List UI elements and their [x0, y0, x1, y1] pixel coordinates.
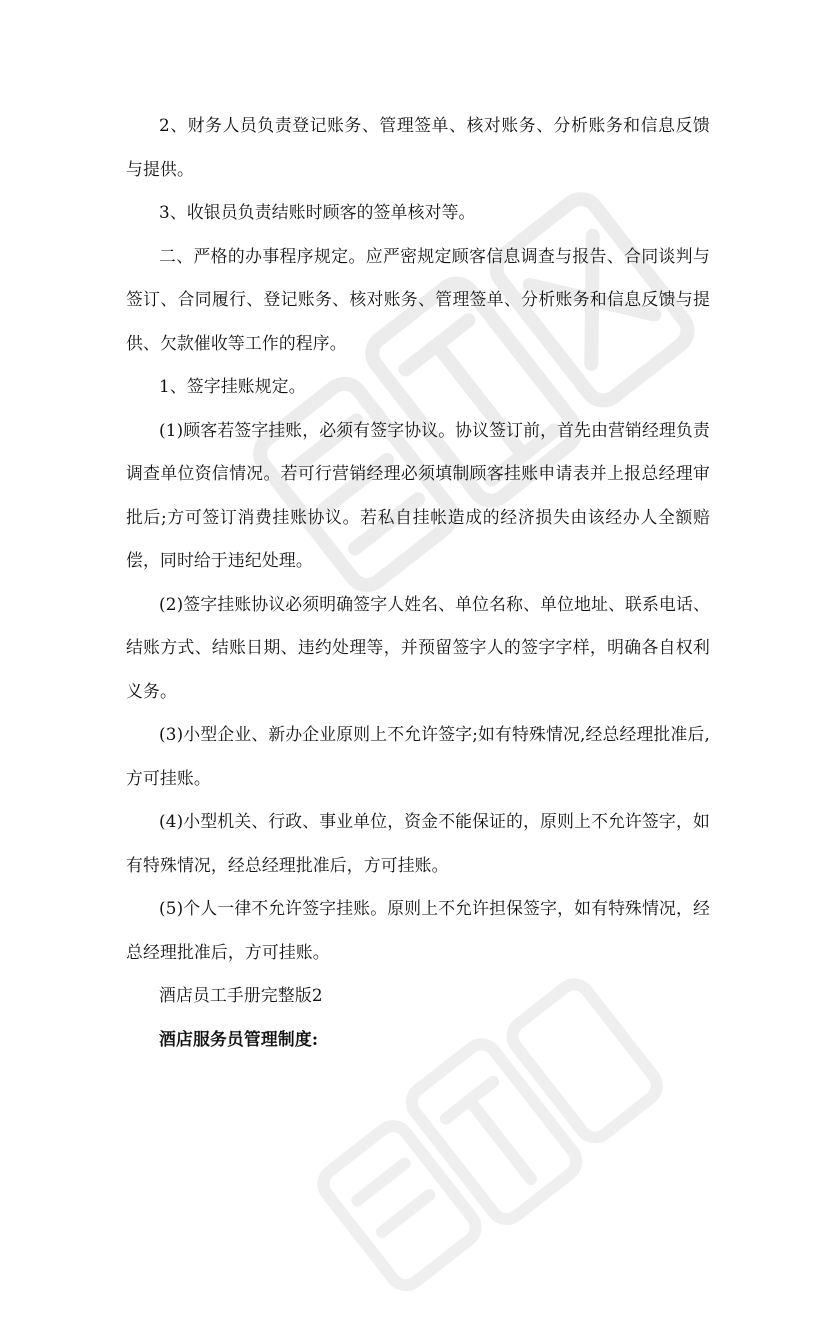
paragraph-8: (4)小型机关、行政、事业单位，资金不能保证的，原则上不允许签字，如有特殊情况，经总经理批准后，方可挂账。: [126, 811, 710, 875]
paragraph-1: 2、财务人员负责登记账务、管理签单、核对账务、分析账务和信息反馈与提供。: [126, 115, 710, 179]
paragraph-2: 3、收银员负责结账时顾客的签单核对等。: [159, 202, 476, 222]
paragraph-5: (1)顾客若签字挂账，必须有签字协议。协议签订前，首先由营销经理负责调查单位资信情况。若可行营销经理必须填制顾客挂账申请表并上报总经理审批后;方可签订消费挂账协议。若私自挂帐造成的经济损失由该经办人全额赔偿，同时给于违纪处理。: [126, 419, 710, 570]
document-body: [126, 104, 710, 1061]
paragraph-3: 二、严格的办事程序规定。应严密规定顾客信息调查与报告、合同谈判与签订、合同履行、登记账务、核对账务、管理签单、分析账务和信息反馈与提供、欠款催收等工作的程序。: [126, 245, 710, 353]
paragraph-6: (2)签字挂账协议必须明确签字人姓名、单位名称、单位地址、联系电话、结账方式、结账日期、违约处理等，并预留签字人的签字字样，明确各自权利义务。: [126, 593, 710, 701]
paragraph-9: (5)个人一律不允许签字挂账。原则上不允许担保签字，如有特殊情况，经总经理批准后，方可挂账。: [126, 898, 710, 962]
paragraph-4: 1、签字挂账规定。: [159, 376, 306, 396]
section-title: 酒店员工手册完整版2: [159, 985, 323, 1005]
section-heading: 酒店服务员管理制度:: [159, 1028, 319, 1049]
paragraph-7: (3)小型企业、新办企业原则上不允许签字;如有特殊情况,经总经理批准后,方可挂账。: [126, 724, 710, 788]
